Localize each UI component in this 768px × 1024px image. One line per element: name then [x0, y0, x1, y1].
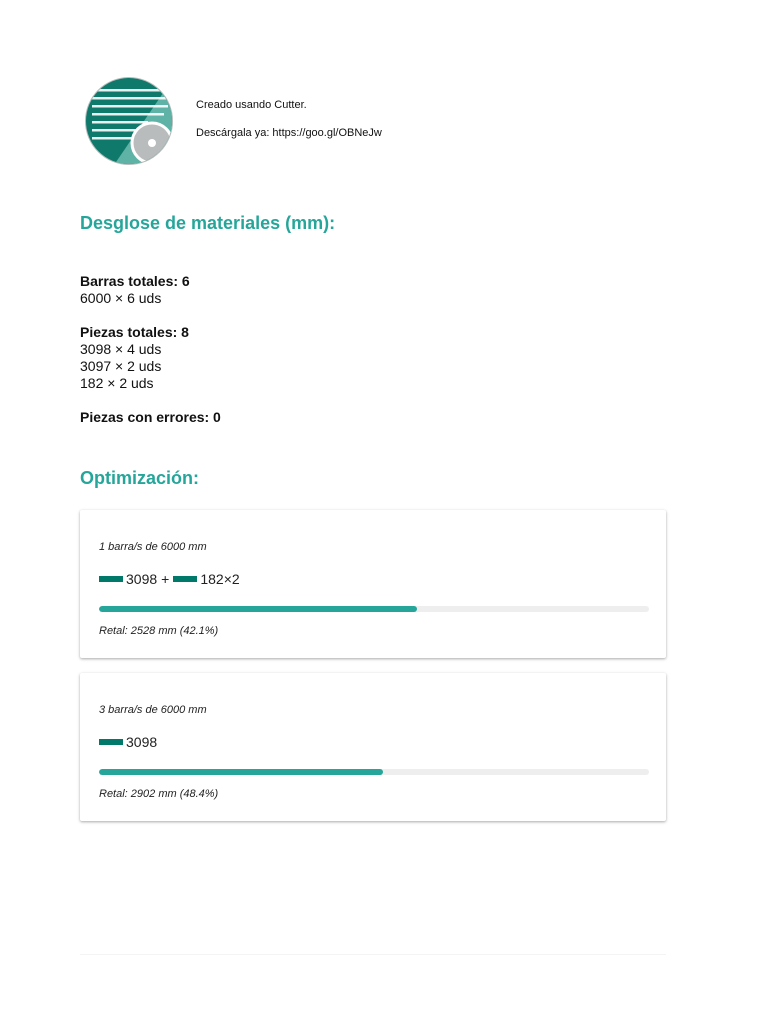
optimization-card — [80, 510, 666, 658]
bar-caption: 3 barra/s de 6000 mm — [99, 704, 207, 716]
piece-list — [99, 570, 240, 588]
piece-line: 182 × 2 uds — [80, 375, 154, 391]
bars-total-label: Barras totales: 6 — [80, 273, 190, 289]
cutter-logo — [84, 77, 174, 165]
optimization-title: Optimización: — [80, 468, 200, 488]
piece-swatch-icon — [173, 576, 197, 582]
download-link-text[interactable]: Descárgala ya: https://goo.gl/OBNeJw — [196, 127, 382, 139]
usage-bar-track — [99, 606, 649, 612]
waste-text: Retal: 2528 mm (42.1%) — [99, 625, 219, 637]
piece-line: 3097 × 2 uds — [80, 358, 162, 374]
usage-bar-fill — [99, 606, 417, 612]
bar-caption: 1 barra/s de 6000 mm — [99, 541, 207, 553]
piece-label: 182×2 — [200, 571, 240, 587]
pieces-total-label: Piezas totales: 8 — [80, 324, 189, 340]
promo-text — [196, 98, 382, 140]
piece-list — [99, 733, 157, 751]
optimization-card — [80, 673, 666, 821]
breakdown-title: Desglose de materiales (mm): — [80, 213, 336, 233]
piece-line: 3098 × 4 uds — [80, 341, 162, 357]
usage-bar-fill — [99, 769, 383, 775]
bar-line: 6000 × 6 uds — [80, 290, 162, 306]
piece-label: 3098 — [126, 571, 158, 587]
header — [84, 77, 684, 167]
piece-swatch-icon — [99, 739, 123, 745]
usage-bar-track — [99, 769, 649, 775]
piece-swatch-icon — [99, 576, 123, 582]
created-with-text: Creado usando Cutter. — [196, 99, 307, 111]
errors-label: Piezas con errores: 0 — [80, 409, 221, 425]
materials-breakdown — [80, 273, 221, 426]
footer-divider — [80, 954, 666, 955]
piece-separator: + — [161, 571, 170, 587]
waste-text: Retal: 2902 mm (48.4%) — [99, 788, 219, 800]
piece-label: 3098 — [126, 734, 158, 750]
